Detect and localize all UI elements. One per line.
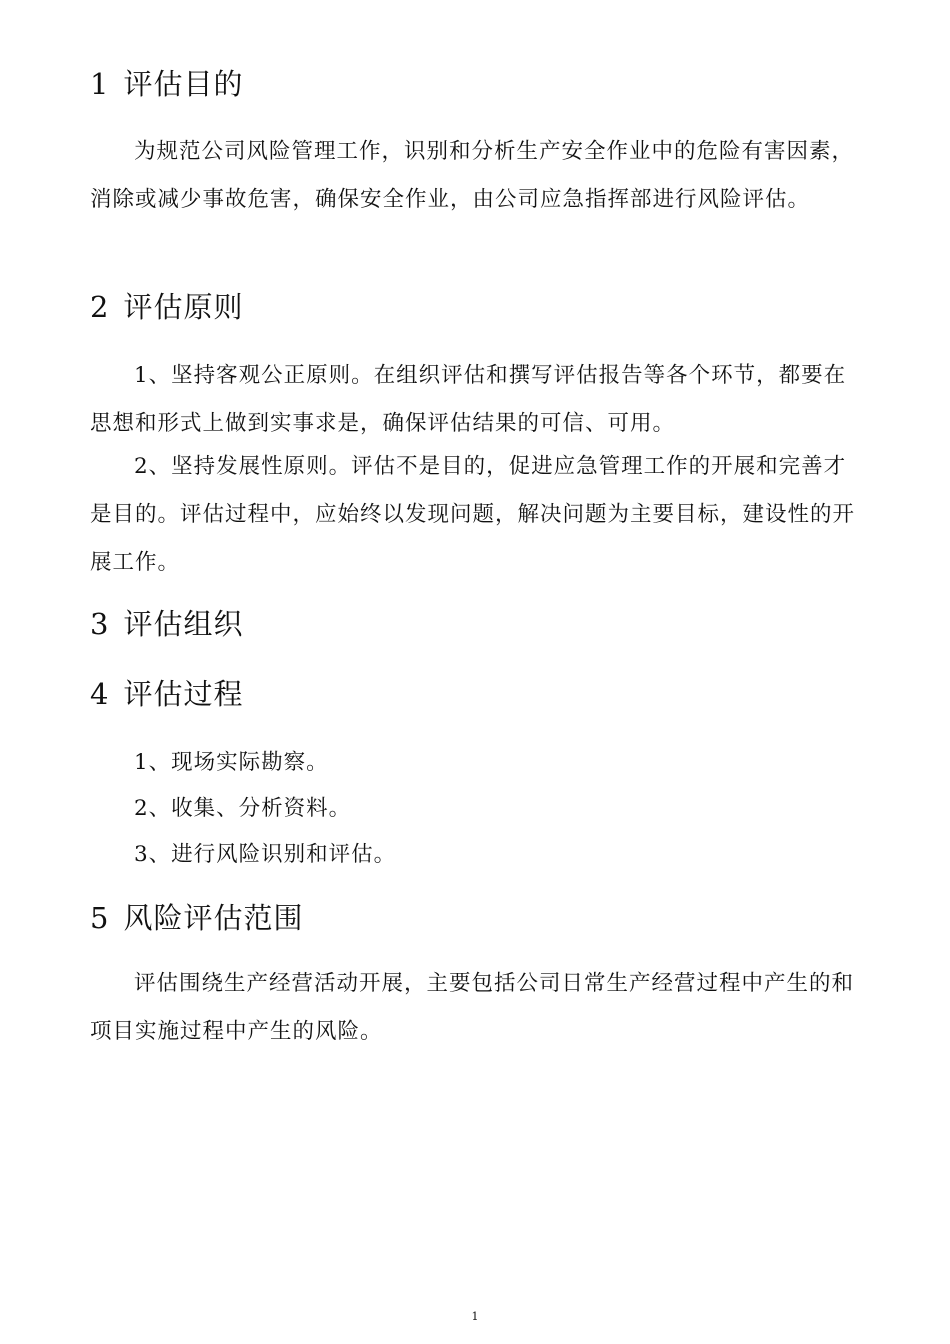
section-number: 2 xyxy=(90,290,110,324)
section-title: 风险评估范围 xyxy=(123,901,304,935)
section-number: 1 xyxy=(90,67,110,101)
section-2-paragraph-2: 2、坚持发展性原则。评估不是目的，促进应急管理工作的开展和完善才是目的。评估过程中，应始终以发现问题，解决问题为主要目标，建设性的开展工作。 xyxy=(90,454,856,575)
section-heading-3 xyxy=(90,606,243,642)
list-item: 1、现场实际勘察。 xyxy=(134,750,329,775)
section-1-paragraph-1: 为规范公司风险管理工作，识别和分析生产安全作业中的危险有害因素，消除或减少事故危害，确保安全作业，由公司应急指挥部进行风险评估。 xyxy=(90,139,855,212)
section-title: 评估原则 xyxy=(123,290,244,324)
section-heading-4 xyxy=(90,676,243,712)
section-5-paragraph-1: 评估围绕生产经营活动开展，主要包括公司日常生产经营过程中产生的和项目实施过程中产生的风险。 xyxy=(90,971,855,1044)
section-2-paragraph-1: 1、坚持客观公正原则。在组织评估和撰写评估报告等各个环节，都要在思想和形式上做到实事求是，确保评估结果的可信、可用。 xyxy=(90,363,847,436)
section-heading-5 xyxy=(90,900,303,936)
section-number: 5 xyxy=(90,901,110,935)
section-heading-2 xyxy=(90,289,243,325)
section-title: 评估过程 xyxy=(123,677,244,711)
section-title: 评估组织 xyxy=(123,607,244,641)
page-number: 1 xyxy=(471,1310,479,1323)
list-item: 2、收集、分析资料。 xyxy=(134,796,352,821)
list-item: 3、进行风险识别和评估。 xyxy=(134,842,397,867)
section-number: 4 xyxy=(90,677,110,711)
section-title: 评估目的 xyxy=(123,67,244,101)
section-number: 3 xyxy=(90,607,110,641)
section-heading-1 xyxy=(90,66,243,102)
